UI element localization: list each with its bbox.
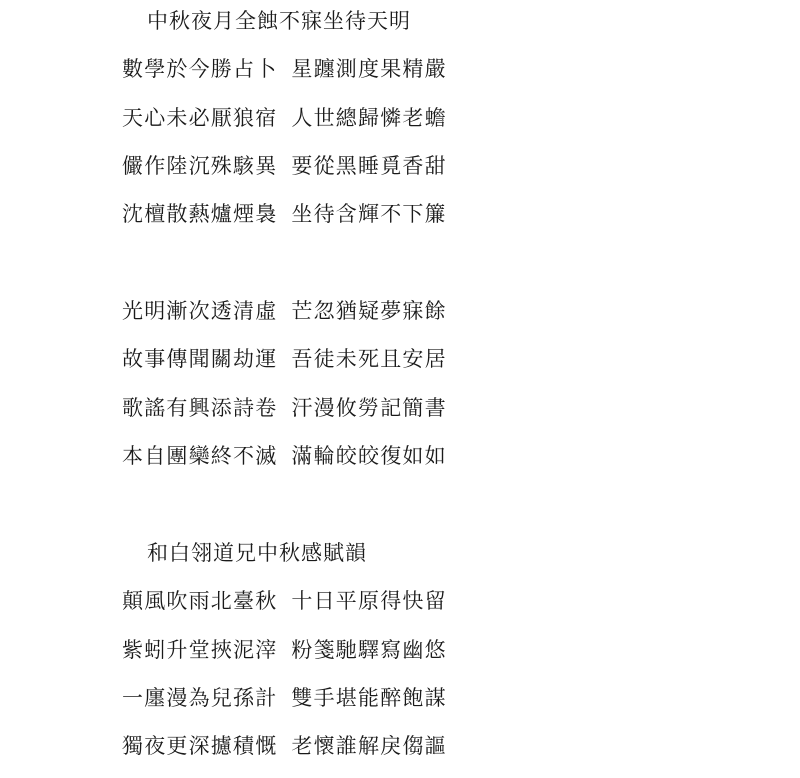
poem-line <box>122 301 447 322</box>
line-first-half: 天心未必厭狼宿 <box>122 106 278 130</box>
poem-line <box>122 156 447 177</box>
line-second-half: 十日平原得快留 <box>291 589 447 613</box>
poem-line <box>122 688 447 709</box>
line-second-half: 芒忽猶疑夢寐餘 <box>291 299 447 323</box>
line-second-half: 雙手堪能醉飽謀 <box>291 686 447 710</box>
line-first-half: 紫蚓升堂挾泥滓 <box>122 638 278 662</box>
poem-line <box>122 736 447 757</box>
poem-line <box>122 591 447 612</box>
line-first-half: 本自團欒終不滅 <box>122 444 278 468</box>
line-first-half: 歌謠有興添詩卷 <box>122 396 278 420</box>
poem-line <box>122 446 447 467</box>
line-second-half: 坐待含輝不下簾 <box>291 202 447 226</box>
line-first-half: 沈檀散爇爐煙裊 <box>122 202 278 226</box>
line-first-half: 數學於今勝占卜 <box>122 57 278 81</box>
line-first-half: 顛風吹雨北臺秋 <box>122 589 278 613</box>
poem-line <box>122 204 447 225</box>
poem-line <box>122 640 447 661</box>
poem-line <box>122 59 447 80</box>
line-second-half: 吾徒未死且安居 <box>291 347 447 371</box>
line-first-half: 故事傳聞關劫運 <box>122 347 278 371</box>
line-second-half: 要從黑睡覓香甜 <box>291 154 447 178</box>
line-first-half: 儼作陸沉殊駭異 <box>122 154 278 178</box>
line-first-half: 獨夜更深攄積慨 <box>122 734 278 758</box>
line-second-half: 老懷誰解戾㑳謳 <box>291 734 447 758</box>
poem-line <box>122 108 447 129</box>
line-first-half: 一廛漫為兒孫計 <box>122 686 278 710</box>
line-first-half: 光明漸次透清虛 <box>122 299 278 323</box>
poem-line <box>122 349 447 370</box>
poem-line <box>122 398 447 419</box>
line-second-half: 星躔測度果精嚴 <box>291 57 447 81</box>
line-second-half: 汗漫攸勞記簡書 <box>291 396 447 420</box>
line-second-half: 滿輪皎皎復如如 <box>291 444 447 468</box>
line-second-half: 粉箋馳驛寫幽悠 <box>291 638 447 662</box>
poem-title: 和白翎道兄中秋感賦韻 <box>147 541 367 565</box>
line-second-half: 人世總歸憐老蟾 <box>291 106 447 130</box>
poem-title: 中秋夜月全蝕不寐坐待天明 <box>147 9 411 33</box>
